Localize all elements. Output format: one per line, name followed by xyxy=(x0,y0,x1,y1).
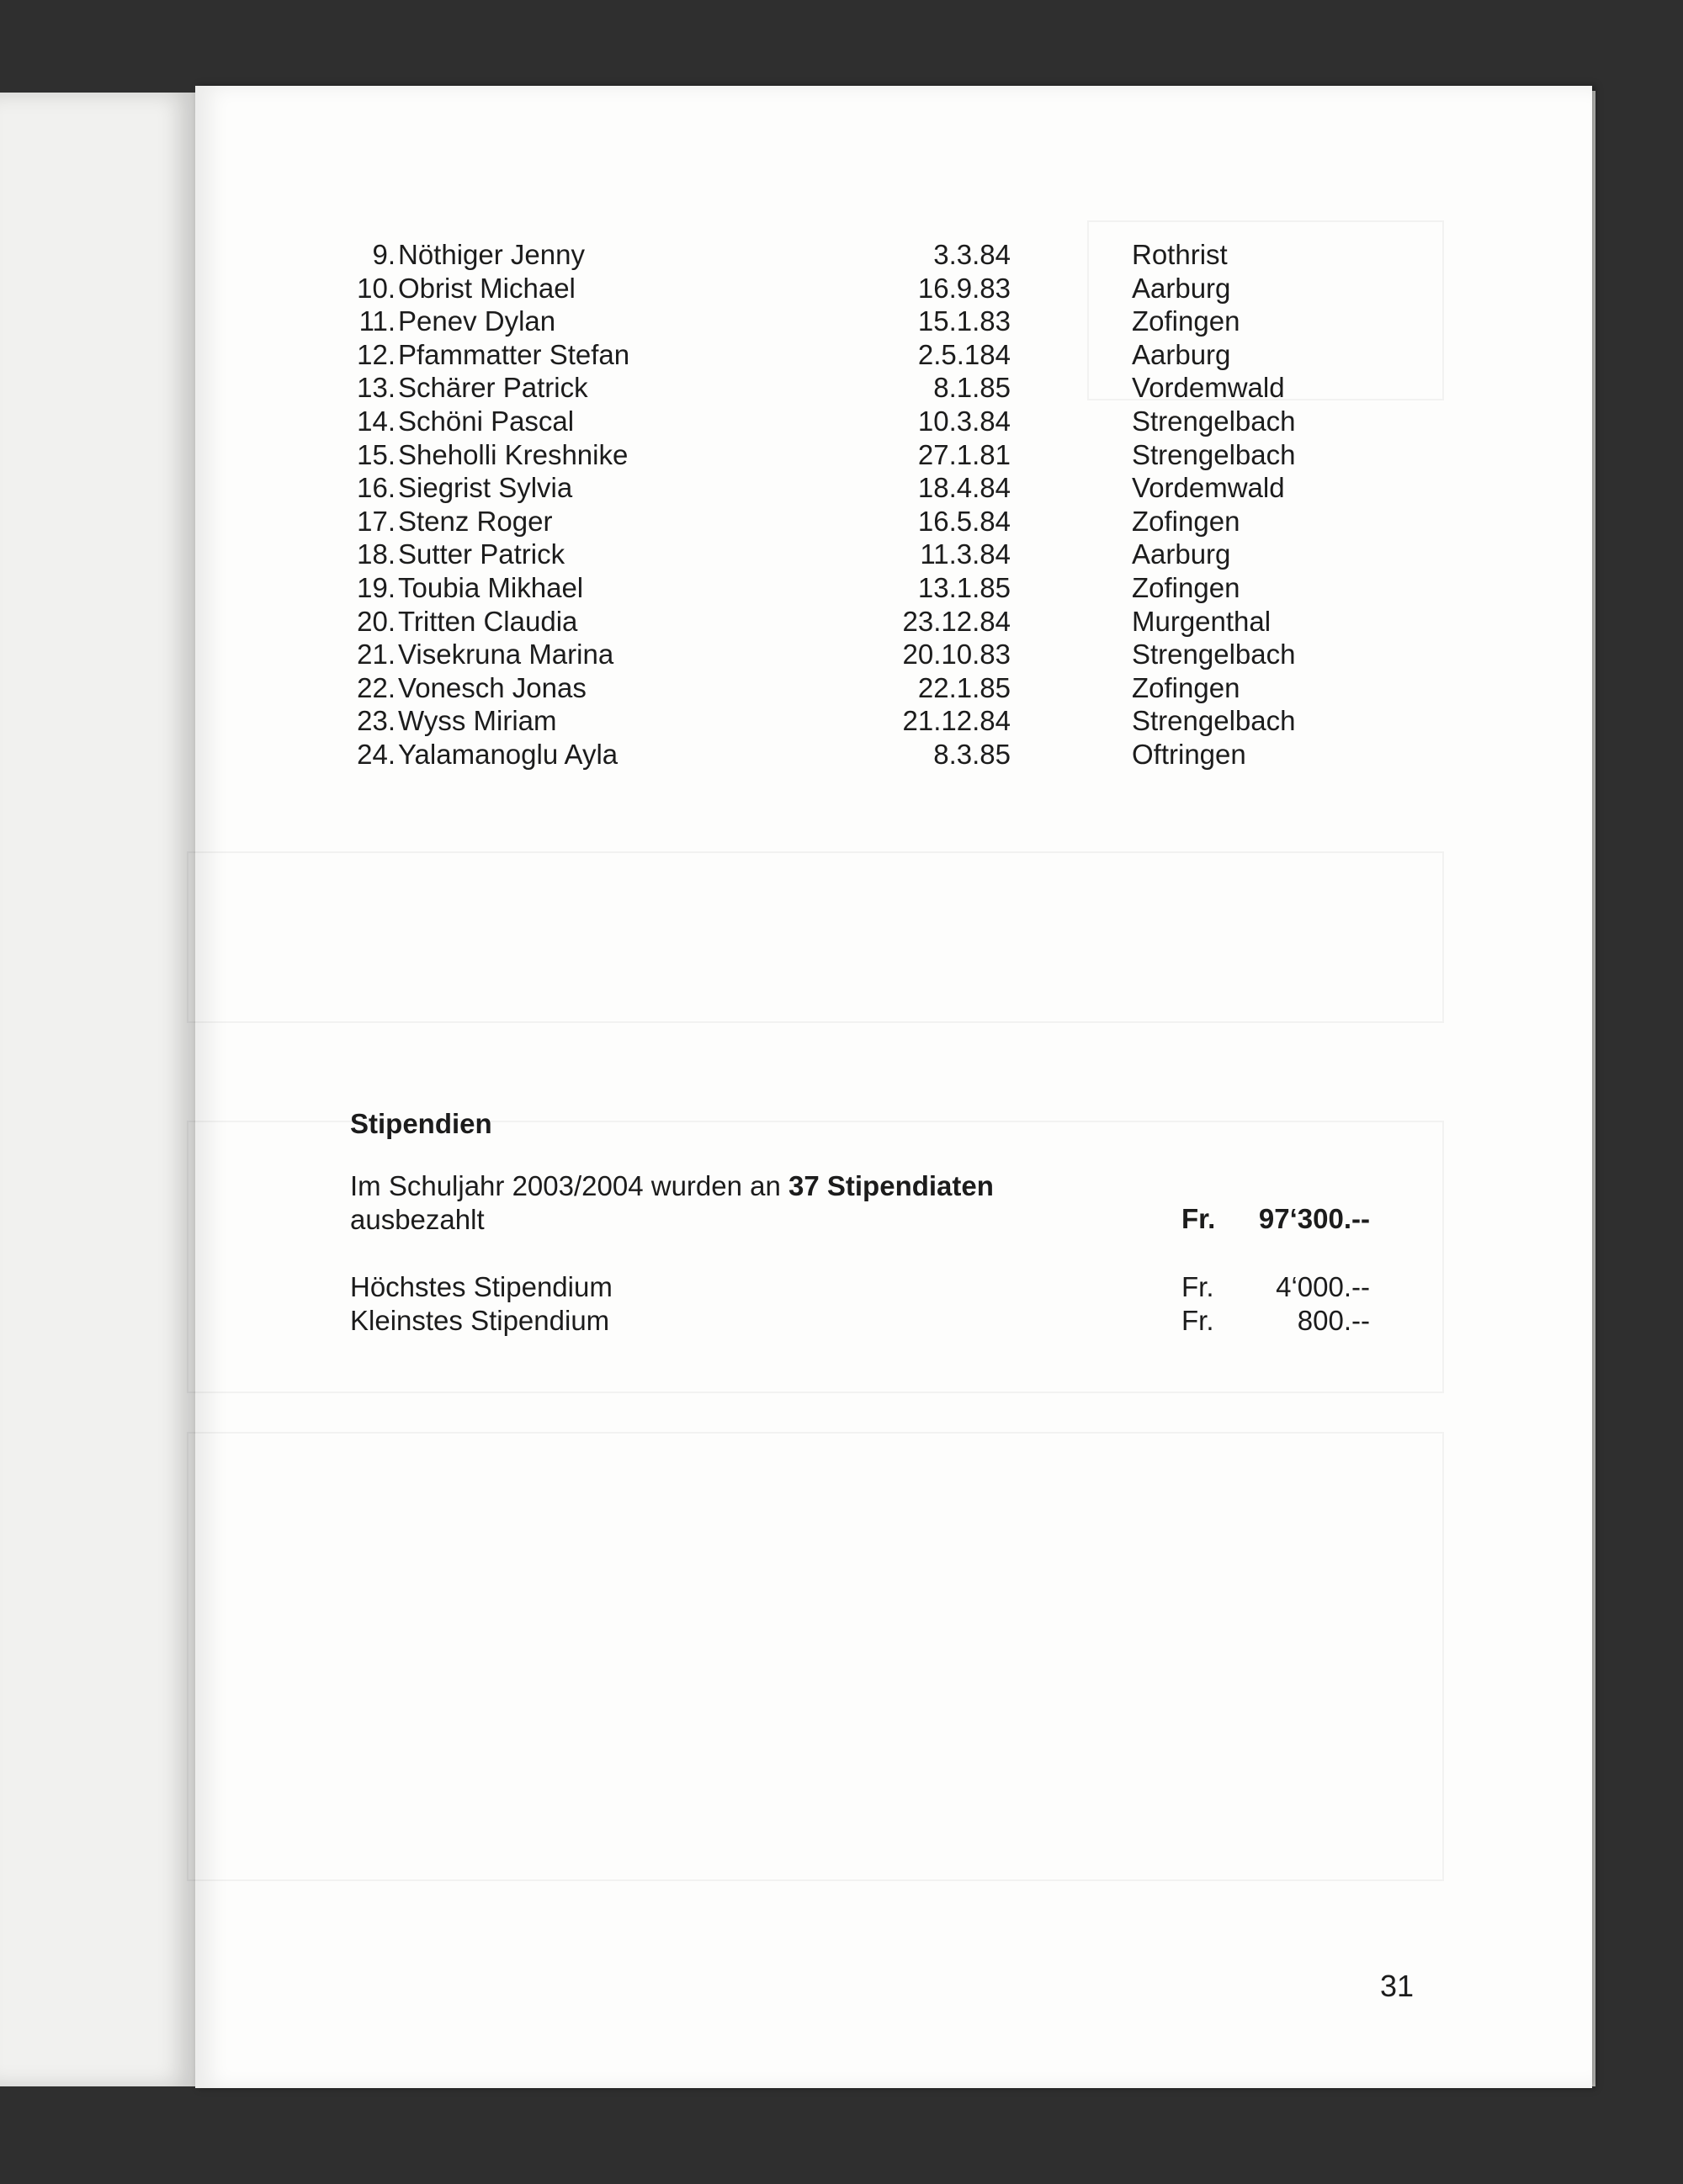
entry-number: 9. xyxy=(372,239,396,270)
birth-date: 18.4.84 xyxy=(917,472,1011,504)
home-town: Strengelbach xyxy=(1132,639,1296,671)
summary-line-2: ausbezahlt xyxy=(350,1204,485,1235)
list-item xyxy=(0,338,1683,372)
list-item xyxy=(0,505,1683,538)
entry-number: 14. xyxy=(357,405,396,437)
birth-date: 10.3.84 xyxy=(917,405,1011,437)
home-town: Murgenthal xyxy=(1132,605,1272,637)
birth-date: 16.5.84 xyxy=(917,505,1011,537)
list-item xyxy=(0,272,1683,305)
entry-number: 10. xyxy=(357,272,396,304)
student-name: Nöthiger Jenny xyxy=(398,239,585,270)
list-item xyxy=(0,238,1683,272)
total-amount-line xyxy=(0,1203,1683,1237)
home-town: Oftringen xyxy=(1132,738,1246,770)
birth-date: 8.3.85 xyxy=(933,738,1011,770)
birth-date: 3.3.84 xyxy=(933,239,1011,270)
student-name: Visekruna Marina xyxy=(398,639,614,671)
list-item xyxy=(0,438,1683,472)
summary-line-1 xyxy=(350,1169,994,1203)
home-town: Aarburg xyxy=(1132,538,1231,570)
student-name: Sutter Patrick xyxy=(398,538,565,570)
highest-label: Höchstes Stipendium xyxy=(350,1271,613,1302)
student-name: Obrist Michael xyxy=(398,272,576,304)
page-number: 31 xyxy=(1380,1969,1415,2003)
home-town: Strengelbach xyxy=(1132,438,1296,470)
entry-number: 16. xyxy=(357,472,396,504)
home-town: Zofingen xyxy=(1132,305,1240,337)
birth-date: 15.1.83 xyxy=(917,305,1011,337)
lowest-stipend-line xyxy=(0,1305,1683,1338)
summary-text: Im Schuljahr 2003/2004 wurden an xyxy=(350,1170,789,1201)
home-town: Strengelbach xyxy=(1132,405,1296,437)
entry-number: 23. xyxy=(357,705,396,737)
birth-date: 2.5.184 xyxy=(917,338,1011,370)
birth-date: 23.12.84 xyxy=(902,605,1011,637)
total-amount: 97‘300.-- xyxy=(1258,1203,1370,1234)
student-name: Wyss Miriam xyxy=(398,705,557,737)
birth-date: 22.1.85 xyxy=(917,671,1011,703)
home-town: Strengelbach xyxy=(1132,705,1296,737)
student-name: Vonesch Jonas xyxy=(398,671,587,703)
home-town: Zofingen xyxy=(1132,671,1240,703)
home-town: Zofingen xyxy=(1132,505,1240,537)
entry-number: 24. xyxy=(357,738,396,770)
list-item xyxy=(0,738,1683,771)
birth-date: 16.9.83 xyxy=(917,272,1011,304)
list-item xyxy=(0,638,1683,671)
list-item xyxy=(0,471,1683,505)
birth-date: 21.12.84 xyxy=(902,705,1011,737)
student-name: Schärer Patrick xyxy=(398,372,588,404)
list-item xyxy=(0,305,1683,338)
home-town: Vordemwald xyxy=(1132,472,1285,504)
student-name: Sheholli Kreshnike xyxy=(398,438,629,470)
entry-number: 22. xyxy=(357,671,396,703)
entry-number: 18. xyxy=(357,538,396,570)
student-name: Siegrist Sylvia xyxy=(398,472,573,504)
section-title: Stipendien xyxy=(350,1108,492,1139)
list-item xyxy=(0,704,1683,738)
list-item xyxy=(0,538,1683,571)
total-currency: Fr. xyxy=(1181,1203,1216,1234)
list-item xyxy=(0,571,1683,605)
list-item xyxy=(0,405,1683,438)
home-town: Zofingen xyxy=(1132,571,1240,603)
birth-date: 27.1.81 xyxy=(917,438,1011,470)
lowest-amount: 800.-- xyxy=(1297,1305,1370,1336)
birth-date: 13.1.85 xyxy=(917,571,1011,603)
show-through-table xyxy=(187,1432,1444,1881)
home-town: Aarburg xyxy=(1132,272,1231,304)
student-name: Pfammatter Stefan xyxy=(398,338,630,370)
lowest-label: Kleinstes Stipendium xyxy=(350,1305,610,1336)
birth-date: 11.3.84 xyxy=(920,538,1011,570)
show-through-table xyxy=(187,851,1444,1023)
lowest-currency: Fr. xyxy=(1181,1305,1214,1336)
stipend-count: 37 Stipendiaten xyxy=(788,1170,994,1201)
list-item xyxy=(0,671,1683,705)
entry-number: 12. xyxy=(357,338,396,370)
birth-date: 8.1.85 xyxy=(933,372,1011,404)
student-name: Toubia Mikhael xyxy=(398,571,584,603)
show-through-table xyxy=(187,1121,1444,1393)
list-item xyxy=(0,605,1683,639)
home-town: Vordemwald xyxy=(1132,372,1285,404)
birth-date: 20.10.83 xyxy=(902,639,1011,671)
entry-number: 15. xyxy=(357,438,396,470)
entry-number: 19. xyxy=(357,571,396,603)
student-name: Penev Dylan xyxy=(398,305,556,337)
highest-amount: 4‘000.-- xyxy=(1276,1271,1370,1302)
home-town: Rothrist xyxy=(1132,239,1228,270)
student-list xyxy=(0,238,1683,771)
entry-number: 21. xyxy=(357,639,396,671)
entry-number: 20. xyxy=(357,605,396,637)
home-town: Aarburg xyxy=(1132,338,1231,370)
entry-number: 13. xyxy=(357,372,396,404)
student-name: Schöni Pascal xyxy=(398,405,575,437)
highest-currency: Fr. xyxy=(1181,1271,1214,1302)
highest-stipend-line xyxy=(0,1271,1683,1305)
list-item xyxy=(0,371,1683,405)
student-name: Tritten Claudia xyxy=(398,605,578,637)
entry-number: 11. xyxy=(358,305,396,337)
entry-number: 17. xyxy=(357,505,396,537)
student-name: Yalamanoglu Ayla xyxy=(398,738,619,770)
student-name: Stenz Roger xyxy=(398,505,553,537)
